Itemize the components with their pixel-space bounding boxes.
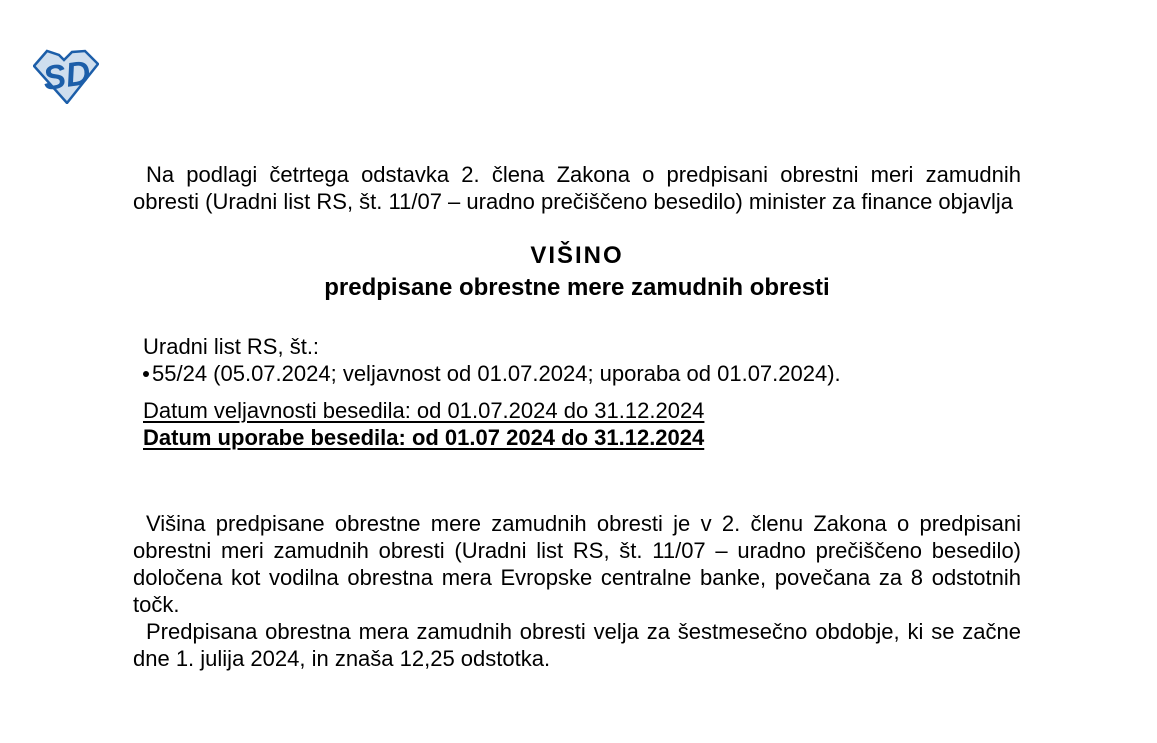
validity-date-line: Datum veljavnosti besedila: od 01.07.2024 do 31.12.2024: [143, 398, 705, 423]
title-line-2: predpisane obrestne mere zamudnih obresti: [324, 274, 830, 301]
sd-diamond-logo-icon: [33, 46, 99, 104]
document-title: [133, 240, 1021, 304]
gazette-item-text: 55/24 (05.07.2024; veljavnost od 01.07.2024; uporaba od 01.07.2024).: [152, 361, 841, 386]
bullet-icon: [143, 371, 149, 377]
gazette-label: Uradni list RS, št.:: [143, 334, 320, 359]
dates-section: [143, 397, 1021, 451]
document-body: [133, 161, 1021, 672]
sd-diamond-logo: [33, 46, 99, 104]
title-line-1: VIŠINO: [530, 242, 624, 269]
body-paragraph-1: Višina predpisane obrestne mere zamudnih obresti je v 2. členu Zakona o predpisani obrestni meri zamudnih obresti (Uradni list RS, št. 11/07 – uradno prečiščeno besedilo) določena kot vodilna obrestna mera Evropske centralne banke, povečana za 8 odstotnih točk.: [133, 511, 1021, 617]
intro-paragraph: Na podlagi četrtega odstavka 2. člena Zakona o predpisani obrestni meri zamudnih obresti (Uradni list RS, št. 11/07 – uradno prečiščeno besedilo) minister za finance objavlja: [133, 162, 1021, 214]
gazette-section: [143, 333, 1021, 387]
logo-letters: SD: [40, 53, 93, 99]
body-paragraph-2: Predpisana obrestna mera zamudnih obresti velja za šestmesečno obdobje, ki se začne dne 1. julija 2024, in znaša 12,25 odstotka.: [133, 619, 1021, 671]
application-date-line: Datum uporabe besedila: od 01.07 2024 do 31.12.2024: [143, 425, 705, 450]
gazette-list-item: [143, 360, 1021, 387]
